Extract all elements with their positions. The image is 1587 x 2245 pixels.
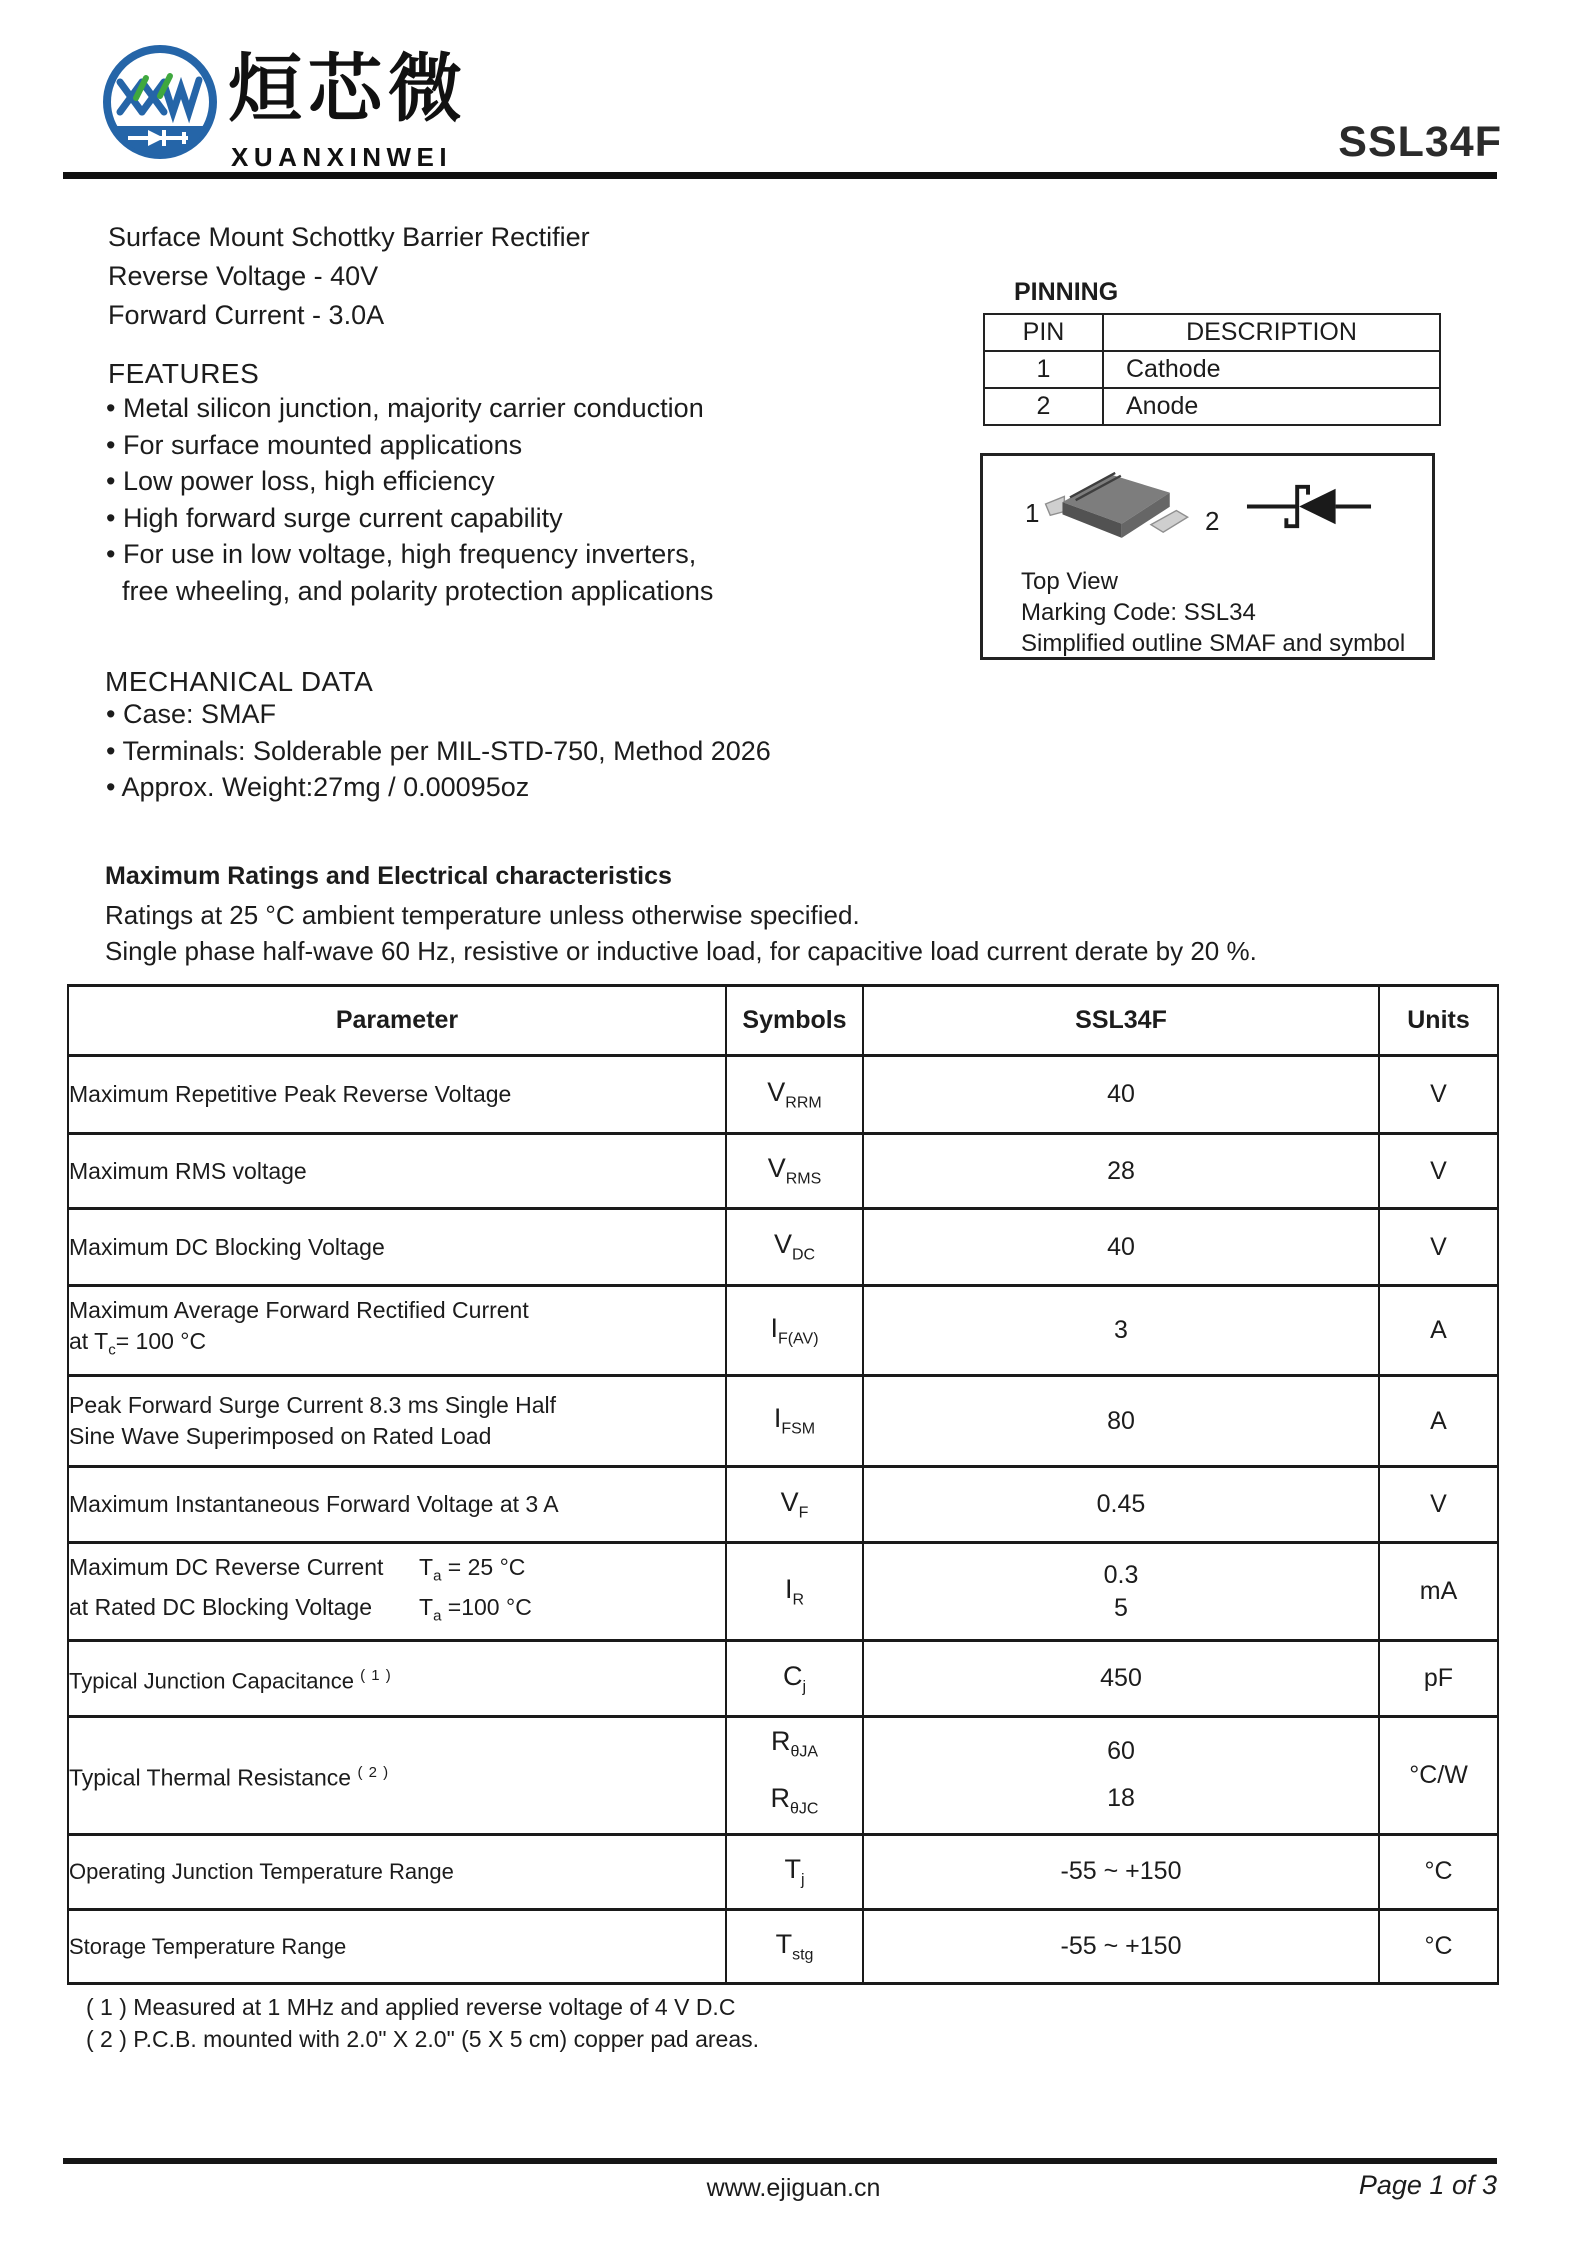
intro-line-1: Surface Mount Schottky Barrier Rectifier xyxy=(108,222,590,252)
row-symbol: $T_{stg}$ xyxy=(726,1909,863,1983)
table-row xyxy=(68,1467,1498,1543)
pinning-header-pin: PIN xyxy=(984,314,1103,351)
brand-name-english: XUANXINWEI xyxy=(231,142,453,172)
row-symbol: $V_{RRM}$ xyxy=(726,1056,863,1134)
package-caption-outline: Simplified outline SMAF and symbol xyxy=(1021,630,1406,657)
row-value: 0.45 xyxy=(863,1467,1379,1543)
mechanical-data-title: MECHANICAL DATA xyxy=(105,666,374,697)
package-pin2-label: 2 xyxy=(1205,506,1220,536)
row-parameter: Maximum Repetitive Peak Reverse Voltage xyxy=(68,1056,726,1134)
footer-website: www.ejiguan.cn xyxy=(706,2174,881,2202)
row-value: -55 ~ +150 xyxy=(863,1834,1379,1909)
table-row xyxy=(68,1909,1498,1983)
row-symbol: $V_{DC}$ xyxy=(726,1209,863,1286)
row-symbol: $V_F$ xyxy=(726,1467,863,1543)
logo-bottom-chord xyxy=(112,126,208,155)
feature-item: • For use in low voltage, high frequency inverters, xyxy=(92,536,713,573)
intro-line-2: Reverse Voltage - 40V xyxy=(108,261,379,291)
mechanical-item: • Terminals: Solderable per MIL-STD-750, Method 2026 xyxy=(92,733,771,770)
pinning-header-description: DESCRIPTION xyxy=(1103,314,1440,351)
row-unit: V xyxy=(1379,1209,1498,1286)
mechanical-data-list xyxy=(92,696,771,806)
table-row xyxy=(68,1641,1498,1717)
features-title: FEATURES xyxy=(108,358,260,389)
table-row xyxy=(68,1543,1498,1641)
row-symbol: $I_{F(AV)}$ xyxy=(726,1286,863,1376)
ratings-note-1: Ratings at 25 °C ambient temperature unless otherwise specified. xyxy=(105,900,860,930)
intro-line-3: Forward Current - 3.0A xyxy=(108,300,385,330)
features-list xyxy=(92,390,713,609)
feature-item-continuation: free wheeling, and polarity protection applications xyxy=(122,575,714,606)
row-value: 3 xyxy=(863,1286,1379,1376)
table-row xyxy=(68,1056,1498,1134)
smaf-package-icon xyxy=(1038,464,1198,559)
row-parameter: Typical Thermal Resistance $^{( 2 )}$ xyxy=(68,1717,726,1835)
table-row xyxy=(68,1134,1498,1209)
feature-item: • For surface mounted applications xyxy=(92,427,713,464)
row-parameter: Peak Forward Surge Current 8.3 ms Single Half Sine Wave Superimposed on Rated Load xyxy=(68,1376,726,1467)
row-parameter: Maximum Instantaneous Forward Voltage at 3 A xyxy=(68,1467,726,1543)
table-row xyxy=(68,1286,1498,1376)
row-value: 28 xyxy=(863,1134,1379,1209)
row-unit: A xyxy=(1379,1376,1498,1467)
row-parameter: Maximum Average Forward Rectified Current at $T_c= 100$ °C xyxy=(68,1286,726,1376)
pin-number: 1 xyxy=(984,351,1103,388)
pinning-row-1 xyxy=(984,351,1440,388)
mechanical-item: • Case: SMAF xyxy=(92,696,771,733)
row-unit: V xyxy=(1379,1056,1498,1134)
row-symbol: $V_{RMS}$ xyxy=(726,1134,863,1209)
footnote-1: ( 1 ) Measured at 1 MHz and applied reverse voltage of 4 V D.C xyxy=(86,1994,736,2020)
ratings-header-units: Units xyxy=(1379,986,1498,1056)
pinning-header-row xyxy=(984,314,1440,351)
ratings-section-title: Maximum Ratings and Electrical characteristics xyxy=(105,862,672,890)
row-value: 40 xyxy=(863,1056,1379,1134)
row-unit: °C xyxy=(1379,1834,1498,1909)
ratings-header-part: SSL34F xyxy=(863,986,1379,1056)
ratings-header-symbols: Symbols xyxy=(726,986,863,1056)
row-parameter: Maximum RMS voltage xyxy=(68,1134,726,1209)
row-parameter: Maximum DC Reverse Current $T_a = 25$ °C at Rated DC Blocking Voltage $T_a =100$ °C xyxy=(68,1543,726,1641)
part-number-title: SSL34F xyxy=(1338,118,1502,166)
table-row xyxy=(68,1717,1498,1835)
table-row xyxy=(68,1209,1498,1286)
pin-description: Anode xyxy=(1103,388,1440,425)
row-value: 60 18 xyxy=(863,1717,1379,1835)
mechanical-item: • Approx. Weight:27mg / 0.00095oz xyxy=(92,769,771,806)
row-unit: °C xyxy=(1379,1909,1498,1983)
row-symbol: $C_j$ xyxy=(726,1641,863,1717)
row-value: 0.3 5 xyxy=(863,1543,1379,1641)
row-unit: mA xyxy=(1379,1543,1498,1641)
footnote-2: ( 2 ) P.C.B. mounted with 2.0" X 2.0" (5 X 5 cm) copper pad areas. xyxy=(86,2026,760,2052)
row-parameter: Typical Junction Capacitance $^{( 1 )}$ xyxy=(68,1641,726,1717)
footer-divider xyxy=(63,2158,1497,2164)
row-unit: °C/W xyxy=(1379,1717,1498,1835)
brand-logo xyxy=(100,42,220,166)
brand-name-chinese: 烜芯微 xyxy=(228,47,468,130)
row-symbol: $I_R$ xyxy=(726,1543,863,1641)
row-symbol: $I_{FSM}$ xyxy=(726,1376,863,1467)
package-caption-marking-code: Marking Code: SSL34 xyxy=(1021,599,1256,626)
row-parameter: Operating Junction Temperature Range xyxy=(68,1834,726,1909)
row-value: -55 ~ +150 xyxy=(863,1909,1379,1983)
feature-item: • Metal silicon junction, majority carrier conduction xyxy=(92,390,713,427)
row-unit: pF xyxy=(1379,1641,1498,1717)
brand-logo-icon xyxy=(100,42,220,162)
pin-number: 2 xyxy=(984,388,1103,425)
pinning-row-2 xyxy=(984,388,1440,425)
row-unit: V xyxy=(1379,1467,1498,1543)
row-unit: V xyxy=(1379,1134,1498,1209)
row-unit: A xyxy=(1379,1286,1498,1376)
package-outline-box xyxy=(980,453,1435,660)
package-pin1-label: 1 xyxy=(1025,498,1040,528)
row-value: 450 xyxy=(863,1641,1379,1717)
pinning-title: PINNING xyxy=(1014,278,1119,306)
ratings-table xyxy=(67,984,1499,1985)
pinning-table xyxy=(983,313,1441,426)
ratings-note-2: Single phase half-wave 60 Hz, resistive or inductive load, for capacitive load current derate by 20 %. xyxy=(105,936,1257,966)
feature-item: • High forward surge current capability xyxy=(92,500,713,537)
row-value: 80 xyxy=(863,1376,1379,1467)
footer-page-number: Page 1 of 3 xyxy=(1358,2170,1497,2200)
table-row xyxy=(68,1376,1498,1467)
header-divider xyxy=(63,172,1497,179)
feature-item: • Low power loss, high efficiency xyxy=(92,463,713,500)
row-symbol: $T_j$ xyxy=(726,1834,863,1909)
table-row xyxy=(68,1834,1498,1909)
diode-symbol-icon xyxy=(1245,478,1373,534)
row-parameter: Maximum DC Blocking Voltage xyxy=(68,1209,726,1286)
row-symbol: $R_{\theta JA}$ $R_{\theta JC}$ xyxy=(726,1717,863,1835)
pin-description: Cathode xyxy=(1103,351,1440,388)
ratings-header-parameter: Parameter xyxy=(68,986,726,1056)
intro-block xyxy=(108,218,590,335)
ratings-header-row xyxy=(68,986,1498,1056)
row-parameter: Storage Temperature Range xyxy=(68,1909,726,1983)
package-caption-top-view: Top View xyxy=(1021,568,1118,595)
row-value: 40 xyxy=(863,1209,1379,1286)
